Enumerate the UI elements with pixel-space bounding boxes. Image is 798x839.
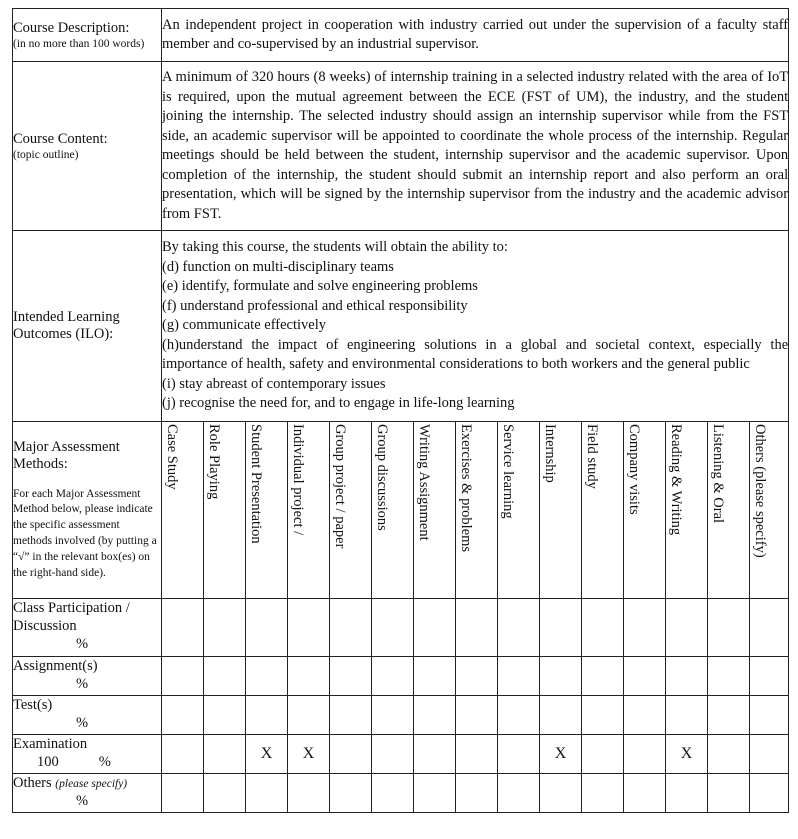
content-row: [13, 62, 789, 231]
assessment-label: Major Assessment Methods:: [13, 438, 120, 472]
ilo-item-i: (i) stay abreast of contemporary issues: [162, 375, 386, 392]
col-header-others: [750, 422, 789, 599]
col-header-individual-project: [288, 422, 330, 599]
mark-cell[interactable]: [624, 774, 666, 813]
mark-cell[interactable]: [582, 599, 624, 657]
mark-cell[interactable]: [330, 696, 372, 735]
mark-cell[interactable]: [456, 696, 498, 735]
col-header-label: Student Presentation: [248, 424, 264, 544]
mark-cell[interactable]: [414, 696, 456, 735]
mark-cell[interactable]: [330, 599, 372, 657]
mark-cell[interactable]: [456, 657, 498, 696]
assessment-row-others: [13, 774, 789, 813]
mark-cell[interactable]: [204, 599, 246, 657]
description-label: Course Description:: [13, 19, 130, 36]
assessment-row-tests: [13, 696, 789, 735]
col-header-label: Writing Assignment: [416, 424, 432, 541]
mark-cell[interactable]: [330, 735, 372, 774]
row-label-assignments: [13, 657, 162, 696]
mark-cell[interactable]: [204, 657, 246, 696]
mark-cell[interactable]: [540, 774, 582, 813]
mark-cell[interactable]: [750, 599, 789, 657]
mark-cell[interactable]: [330, 774, 372, 813]
course-outline-table: [12, 8, 789, 813]
col-header-role-playing: [204, 422, 246, 599]
mark-cell[interactable]: [498, 599, 540, 657]
mark-cell[interactable]: [204, 735, 246, 774]
col-header-writing-assignment: [414, 422, 456, 599]
description-label-cell: [13, 9, 162, 62]
assessment-row-class-participation: [13, 599, 789, 657]
row-percent: [13, 753, 161, 771]
row-label-examination: [13, 735, 162, 774]
mark-cell[interactable]: [162, 735, 204, 774]
mark-cell[interactable]: [288, 774, 330, 813]
mark-cell[interactable]: [414, 735, 456, 774]
mark-cell[interactable]: [498, 657, 540, 696]
mark-cell[interactable]: [372, 696, 414, 735]
assessment-header-row: [13, 422, 789, 599]
row-label-class-participation: [13, 599, 162, 657]
col-header-student-presentation: [246, 422, 288, 599]
mark-cell[interactable]: [162, 599, 204, 657]
mark-cell[interactable]: [666, 774, 708, 813]
description-row: [13, 9, 789, 62]
mark-cell[interactable]: [456, 774, 498, 813]
mark-cell[interactable]: [372, 774, 414, 813]
mark-cell[interactable]: [456, 735, 498, 774]
row-percent-sign: %: [76, 636, 89, 652]
mark-cell[interactable]: [582, 735, 624, 774]
mark-cell[interactable]: [750, 774, 789, 813]
col-header-label: Case Study: [164, 424, 180, 490]
ilo-item-f: (f) understand professional and ethical responsibility: [162, 297, 468, 314]
mark-cell[interactable]: [582, 696, 624, 735]
mark-cell[interactable]: [498, 696, 540, 735]
row-percent: [13, 675, 161, 693]
ilo-item-j: (j) recognise the need for, and to engage in life-long learning: [162, 395, 515, 412]
mark-cell[interactable]: [540, 599, 582, 657]
mark-cell[interactable]: [750, 657, 789, 696]
row-label-tests: [13, 696, 162, 735]
mark-cell[interactable]: [582, 774, 624, 813]
mark-cell[interactable]: X: [288, 735, 330, 774]
mark-cell[interactable]: [624, 696, 666, 735]
row-percent-sign: %: [98, 754, 111, 770]
col-header-company-visits: [624, 422, 666, 599]
row-label-text: Class Participation / Discussion: [13, 600, 130, 634]
col-header-label: Role Playing: [206, 424, 222, 500]
row-label-text: Test(s): [13, 697, 53, 713]
row-percent-sign: %: [76, 676, 89, 692]
assessment-row-assignments: [13, 657, 789, 696]
col-header-group-discussions: [372, 422, 414, 599]
mark-cell[interactable]: [162, 657, 204, 696]
ilo-row: [13, 231, 789, 422]
mark-cell[interactable]: [456, 599, 498, 657]
mark-cell[interactable]: [414, 657, 456, 696]
row-label-note: (please specify): [55, 778, 128, 790]
mark-cell[interactable]: [414, 599, 456, 657]
mark-cell[interactable]: [204, 774, 246, 813]
row-percent-sign: %: [76, 715, 89, 731]
mark-cell[interactable]: [330, 657, 372, 696]
col-header-service-learning: [498, 422, 540, 599]
row-percent: [13, 714, 161, 732]
mark-cell[interactable]: [666, 657, 708, 696]
mark-cell[interactable]: X: [246, 735, 288, 774]
ilo-label: Intended Learning Outcomes (ILO):: [13, 231, 162, 422]
mark-cell[interactable]: [708, 599, 750, 657]
description-note: (in no more than 100 words): [13, 37, 145, 50]
content-label-cell: [13, 62, 162, 231]
ilo-content: [162, 231, 789, 422]
col-header-label: Group discussions: [374, 424, 390, 531]
mark-cell[interactable]: [204, 696, 246, 735]
mark-cell[interactable]: [624, 599, 666, 657]
col-header-label: Internship: [542, 424, 558, 483]
col-header-internship: [540, 422, 582, 599]
col-header-exercises-problems: [456, 422, 498, 599]
mark-cell[interactable]: [246, 774, 288, 813]
mark-cell[interactable]: [708, 657, 750, 696]
content-label: Course Content:: [13, 130, 108, 147]
ilo-item-e: (e) identify, formulate and solve engineering problems: [162, 278, 478, 295]
col-header-label: Group project / paper: [332, 424, 348, 549]
row-value: 100: [37, 754, 59, 770]
col-header-listening-oral: [708, 422, 750, 599]
mark-cell[interactable]: [666, 599, 708, 657]
mark-cell[interactable]: [372, 599, 414, 657]
row-percent: [13, 635, 161, 653]
mark-cell[interactable]: [414, 774, 456, 813]
col-header-label: Field study: [584, 424, 600, 489]
mark-cell[interactable]: [624, 657, 666, 696]
content-text: A minimum of 320 hours (8 weeks) of internship training in a selected industry related with the area of IoT is required, upon the mutual agreement between the ECE (FST of UM), the industry, and the student joining the internship. The selected industry should assign an internship supervisor while from the FST side, an academic supervisor will be appointed to coordinate the whole process of the internship. Regular meetings should be held between the student, internship supervisor and the academic supervisor. Upon completion of the internship, the student should submit an internship report and also perform an oral presentation, which will be signed by the internship supervisor from the industry and the academic advisor from FST.: [162, 62, 789, 231]
mark-cell[interactable]: X: [666, 735, 708, 774]
content-note: (topic outline): [13, 148, 79, 161]
col-header-label: Listening & Oral: [710, 424, 726, 524]
mark-cell[interactable]: [708, 774, 750, 813]
assessment-note: For each Major Assessment Method below, please indicate the specific assessment methods involved (by putting a “√” in the relevant box(es) on the right-hand side).: [13, 487, 157, 579]
row-label-others: [13, 774, 162, 813]
mark-cell[interactable]: [246, 599, 288, 657]
col-header-label: Company visits: [626, 424, 642, 515]
col-header-label: Individual project /: [290, 424, 306, 536]
col-header-label: Exercises & problems: [458, 424, 474, 553]
mark-cell[interactable]: [162, 696, 204, 735]
col-header-label: Service learning: [500, 424, 516, 519]
col-header-group-project: [330, 422, 372, 599]
mark-cell[interactable]: [372, 657, 414, 696]
assessment-label-cell: [13, 422, 162, 599]
row-label-text: Assignment(s): [13, 658, 98, 674]
mark-cell[interactable]: [666, 696, 708, 735]
ilo-item-d: (d) function on multi-disciplinary teams: [162, 258, 394, 275]
col-header-reading-writing: [666, 422, 708, 599]
mark-cell[interactable]: [624, 735, 666, 774]
ilo-item-h: (h)understand the impact of engineering solutions in a global and societal context, especially the importance of health, safety and environmental considerations to both workers and the general public: [162, 336, 789, 373]
col-header-label: Reading & Writing: [668, 424, 684, 536]
mark-cell[interactable]: [750, 696, 789, 735]
col-header-field-study: [582, 422, 624, 599]
mark-cell[interactable]: [372, 735, 414, 774]
mark-cell[interactable]: [162, 774, 204, 813]
mark-cell[interactable]: [288, 696, 330, 735]
ilo-intro: By taking this course, the students will obtain the ability to:: [162, 239, 508, 256]
assessment-row-examination: [13, 735, 789, 774]
mark-cell[interactable]: [246, 657, 288, 696]
mark-cell[interactable]: [288, 599, 330, 657]
mark-cell[interactable]: [708, 696, 750, 735]
row-percent-sign: %: [76, 793, 89, 809]
mark-cell[interactable]: [582, 657, 624, 696]
mark-cell[interactable]: X: [540, 735, 582, 774]
mark-cell[interactable]: [708, 735, 750, 774]
row-percent: [13, 792, 161, 810]
col-header-case-study: [162, 422, 204, 599]
col-header-label: Others (please specify): [752, 424, 768, 558]
mark-cell[interactable]: [498, 735, 540, 774]
ilo-item-g: (g) communicate effectively: [162, 317, 326, 334]
mark-cell[interactable]: [498, 774, 540, 813]
row-label-text: Others: [13, 775, 52, 791]
mark-cell[interactable]: [288, 657, 330, 696]
mark-cell[interactable]: [750, 735, 789, 774]
row-label-text: Examination: [13, 736, 88, 752]
mark-cell[interactable]: [540, 657, 582, 696]
description-text: An independent project in cooperation with industry carried out under the supervision of a faculty staff member and co-supervised by an industrial supervisor.: [162, 9, 789, 62]
mark-cell[interactable]: [540, 696, 582, 735]
mark-cell[interactable]: [246, 696, 288, 735]
